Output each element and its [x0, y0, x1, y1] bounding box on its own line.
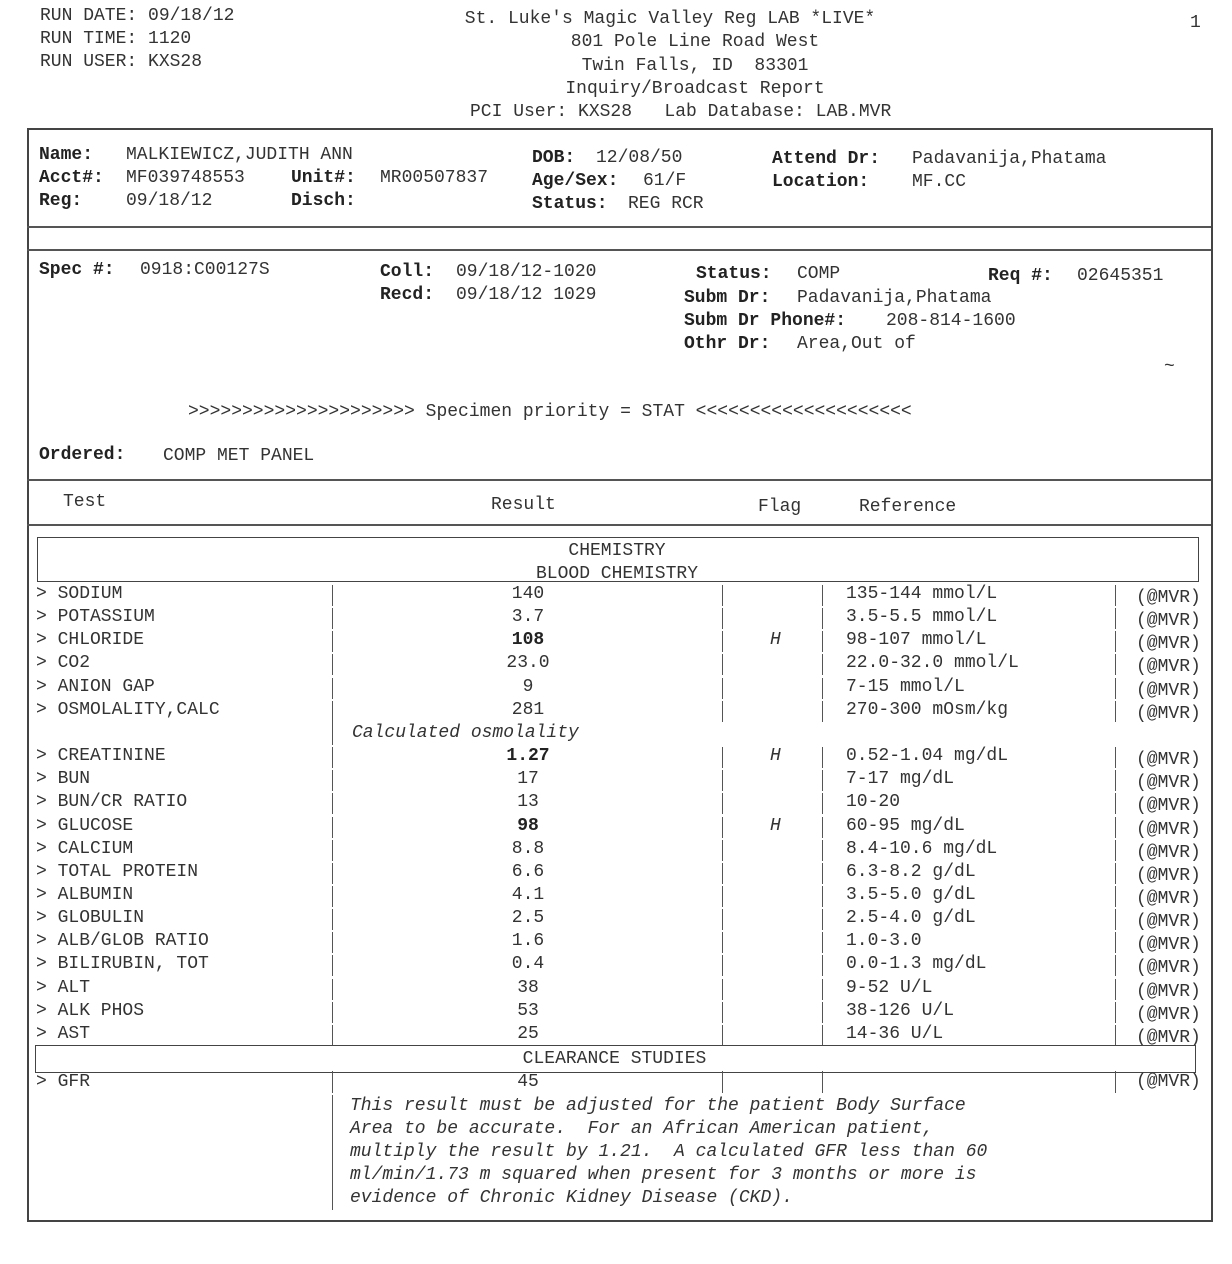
- result-value: 53: [517, 1000, 539, 1021]
- reference-range: 7-17 mg/dL: [846, 769, 955, 790]
- result-value: 2.5: [511, 908, 545, 929]
- recd-label: Recd:: [380, 285, 435, 305]
- run-date: RUN DATE: 09/18/12: [40, 6, 235, 26]
- reg-date: 09/18/12: [126, 191, 213, 211]
- patient-name: MALKIEWICZ,JUDITH ANN: [126, 145, 353, 165]
- table-row: [36, 838, 1216, 861]
- site-code: (@MVR): [1136, 958, 1201, 979]
- subm-label: Subm Dr:: [684, 288, 771, 308]
- reference-range: 0.52-1.04 mg/dL: [846, 746, 1009, 767]
- test-name: > CALCIUM: [36, 838, 134, 859]
- comment-line: Area to be accurate. For an African American patient,: [350, 1119, 934, 1139]
- ordered-label: Ordered:: [39, 445, 126, 465]
- site-code: (@MVR): [1136, 657, 1201, 678]
- row-comment: Calculated osmolality: [352, 722, 579, 743]
- divider: [27, 479, 1211, 481]
- result-value: 38: [517, 977, 539, 998]
- coll-label: Coll:: [380, 262, 435, 282]
- unit-label: Unit#:: [291, 168, 356, 188]
- facility-name: St. Luke's Magic Valley Reg LAB *LIVE*: [464, 9, 876, 29]
- priority-line: >>>>>>>>>>>>>>>>>>>>> Specimen priority = STAT <<<<<<<<<<<<<<<<<<<<: [188, 402, 912, 422]
- run-user: RUN USER: KXS28: [40, 52, 203, 72]
- site-code: (@MVR): [1136, 680, 1201, 701]
- result-value: 13: [517, 792, 539, 813]
- disch-label: Disch:: [291, 191, 356, 211]
- reference-range: 135-144 mmol/L: [846, 584, 998, 604]
- col-flag: Flag: [758, 497, 802, 517]
- site-code: (@MVR): [1136, 634, 1201, 655]
- reference-range: 6.3-8.2 g/dL: [846, 861, 976, 882]
- site-code: (@MVR): [1136, 750, 1201, 771]
- table-row: [36, 953, 1216, 979]
- site-code: (@MVR): [1136, 1004, 1201, 1025]
- spec-label: Spec #:: [39, 260, 115, 280]
- table-row: [36, 977, 1216, 1000]
- report-title: Inquiry/Broadcast Report: [565, 79, 825, 99]
- table-row: [36, 907, 1216, 933]
- other-doctor: Area,Out of: [797, 334, 916, 354]
- status-label: Status:: [532, 194, 608, 214]
- result-value: 98: [517, 815, 539, 836]
- reference-range: 98-107 mmol/L: [846, 630, 987, 651]
- result-value: 45: [517, 1072, 539, 1092]
- table-row: [36, 791, 1216, 817]
- test-name: > ALK PHOS: [36, 1000, 145, 1021]
- table-row: [36, 676, 1216, 699]
- test-name: > CO2: [36, 653, 91, 674]
- req-label: Req #:: [988, 266, 1053, 286]
- col-result: Result: [491, 495, 556, 515]
- attend-label: Attend Dr:: [772, 149, 881, 169]
- table-row: [36, 699, 1216, 722]
- reference-range: 3.5-5.5 mmol/L: [846, 607, 998, 628]
- comment-line: multiply the result by 1.21. A calculated GFR less than 60: [350, 1142, 988, 1162]
- reg-label: Reg:: [39, 191, 83, 211]
- site-code: (@MVR): [1136, 888, 1201, 909]
- result-value: 108: [511, 630, 545, 651]
- reference-range: 7-15 mmol/L: [846, 676, 965, 697]
- col-test: Test: [63, 492, 107, 512]
- reference-range: 270-300 mOsm/kg: [846, 699, 1009, 720]
- test-name: > BUN/CR RATIO: [36, 792, 188, 813]
- test-name: > POTASSIUM: [36, 607, 155, 628]
- test-name: > TOTAL PROTEIN: [36, 861, 199, 882]
- table-row-gfr: [36, 1071, 1216, 1094]
- table-row: [36, 815, 1216, 838]
- unit-number: MR00507837: [380, 168, 489, 188]
- reference-range: 0.0-1.3 mg/dL: [846, 954, 987, 975]
- col-reference: Reference: [859, 497, 957, 517]
- test-name: > AST: [36, 1023, 91, 1044]
- run-time: RUN TIME: 1120: [40, 29, 192, 49]
- location: MF.CC: [912, 172, 967, 192]
- result-value: 4.1: [511, 884, 545, 905]
- subm-phone: 208-814-1600: [886, 311, 1016, 331]
- table-row: [36, 930, 1216, 956]
- site-code: (@MVR): [1136, 819, 1201, 840]
- phone-label: Subm Dr Phone#:: [684, 311, 847, 331]
- acct-label: Acct#:: [39, 168, 104, 188]
- site-code: (@MVR): [1136, 865, 1201, 886]
- table-row: [36, 884, 1216, 907]
- page-number: 1: [1190, 13, 1201, 33]
- test-name: > GFR: [36, 1072, 91, 1092]
- comment-bar: [332, 1095, 333, 1210]
- site-code: (@MVR): [1136, 981, 1201, 1002]
- result-value: 8.8: [511, 838, 545, 859]
- result-value: 17: [517, 769, 539, 790]
- result-value: 6.6: [511, 861, 545, 882]
- spec-status: COMP: [797, 264, 841, 284]
- acct-number: MF039748553: [126, 168, 245, 188]
- req-number: 02645351: [1077, 266, 1164, 286]
- test-name: > ALB/GLOB RATIO: [36, 931, 209, 952]
- site-code: (@MVR): [1136, 1072, 1201, 1092]
- table-row: [36, 606, 1216, 632]
- subm-doctor: Padavanija,Phatama: [797, 288, 992, 308]
- reference-range: 10-20: [846, 792, 901, 813]
- result-value: 0.4: [511, 954, 545, 975]
- test-name: > SODIUM: [36, 584, 123, 604]
- table-row-comment: [36, 722, 1216, 745]
- test-name: > CHLORIDE: [36, 630, 145, 651]
- agesex: 61/F: [643, 171, 687, 191]
- test-name: > BUN: [36, 769, 91, 790]
- test-name: > CREATININE: [36, 746, 166, 767]
- spec-number: 0918:C00127S: [140, 260, 270, 280]
- test-name: > ALT: [36, 977, 91, 998]
- test-name: > BILIRUBIN, TOT: [36, 954, 209, 975]
- address-line-1: 801 Pole Line Road West: [570, 32, 820, 52]
- result-value: 25: [517, 1023, 539, 1044]
- reference-range: 3.5-5.0 g/dL: [846, 884, 976, 905]
- table-row: [36, 652, 1216, 678]
- flag: H: [770, 815, 781, 836]
- dob-label: DOB:: [532, 148, 576, 168]
- divider: [27, 249, 1211, 251]
- address-line-2: Twin Falls, ID 83301: [581, 56, 809, 76]
- dob: 12/08/50: [596, 148, 683, 168]
- reference-range: 1.0-3.0: [846, 931, 922, 952]
- test-name: > ANION GAP: [36, 676, 155, 697]
- site-code: (@MVR): [1136, 912, 1201, 933]
- site-code: (@MVR): [1136, 588, 1201, 608]
- comment-line: This result must be adjusted for the patient Body Surface: [350, 1096, 966, 1116]
- reference-range: 9-52 U/L: [846, 977, 933, 998]
- site-code: (@MVR): [1136, 935, 1201, 956]
- pci-line: PCI User: KXS28 Lab Database: LAB.MVR: [470, 102, 892, 122]
- reference-range: 22.0-32.0 mmol/L: [846, 653, 1019, 674]
- flag: H: [770, 630, 781, 651]
- test-name: > ALBUMIN: [36, 884, 134, 905]
- reference-range: 38-126 U/L: [846, 1000, 955, 1021]
- recd-time: 09/18/12 1029: [456, 285, 597, 305]
- comment-line: evidence of Chronic Kidney Disease (CKD).: [350, 1188, 793, 1208]
- result-value: 1.6: [511, 931, 545, 952]
- result-value: 281: [511, 699, 545, 720]
- site-code: (@MVR): [1136, 773, 1201, 794]
- spec-status-label: Status:: [696, 264, 772, 284]
- result-value: 1.27: [506, 746, 550, 767]
- test-name: > GLUCOSE: [36, 815, 134, 836]
- ordered-panel: COMP MET PANEL: [163, 446, 315, 466]
- table-row: [36, 861, 1216, 884]
- site-code: (@MVR): [1136, 1027, 1201, 1048]
- location-label: Location:: [772, 172, 870, 192]
- table-row: [36, 583, 1216, 606]
- reference-range: 60-95 mg/dL: [846, 815, 965, 836]
- test-name: > OSMOLALITY,CALC: [36, 699, 220, 720]
- table-row: [36, 1000, 1216, 1023]
- coll-time: 09/18/12-1020: [456, 262, 597, 282]
- othr-label: Othr Dr:: [684, 334, 771, 354]
- site-code: (@MVR): [1136, 703, 1201, 724]
- result-value: 140: [511, 584, 545, 604]
- table-row: [36, 629, 1216, 655]
- section-blood-chemistry: BLOOD CHEMISTRY: [535, 564, 699, 584]
- flag: H: [770, 746, 781, 767]
- section-clearance: CLEARANCE STUDIES: [522, 1049, 707, 1069]
- section-chemistry: CHEMISTRY: [568, 541, 666, 561]
- attending-doctor: Padavanija,Phatama: [912, 149, 1107, 169]
- tilde-mark: ~: [1164, 357, 1175, 377]
- agesex-label: Age/Sex:: [532, 171, 619, 191]
- table-row: [36, 745, 1216, 771]
- name-label: Name:: [39, 145, 94, 165]
- reference-range: 14-36 U/L: [846, 1023, 944, 1044]
- site-code: (@MVR): [1136, 842, 1201, 863]
- result-value: 23.0: [506, 653, 550, 674]
- site-code: (@MVR): [1136, 796, 1201, 817]
- result-value: 3.7: [511, 607, 545, 628]
- comment-line: ml/min/1.73 m squared when present for 3 months or more is: [350, 1165, 977, 1185]
- result-value: 9: [522, 676, 534, 697]
- reference-range: 2.5-4.0 g/dL: [846, 908, 976, 929]
- table-row: [36, 768, 1216, 794]
- divider: [27, 524, 1211, 526]
- divider: [27, 226, 1211, 228]
- test-name: > GLOBULIN: [36, 908, 145, 929]
- site-code: (@MVR): [1136, 611, 1201, 632]
- table-row: [36, 1023, 1216, 1046]
- reference-range: 8.4-10.6 mg/dL: [846, 838, 998, 859]
- patient-status: REG RCR: [628, 194, 704, 214]
